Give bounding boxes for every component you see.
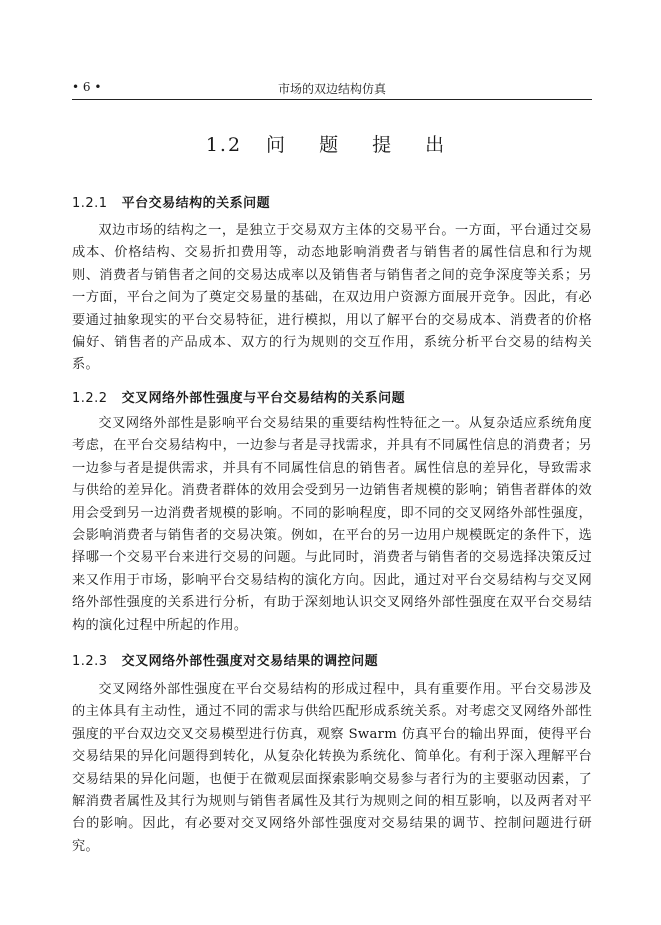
section-number: 1.2 (205, 134, 243, 156)
subsection-heading (72, 192, 592, 211)
subsection-number: 1.2.2 (72, 391, 108, 406)
page-number: • 6 • (72, 80, 102, 94)
subsection-number: 1.2.1 (72, 196, 108, 211)
subsection-heading (72, 650, 592, 669)
body-paragraph: 交叉网络外部性是影响平台交易结果的重要结构性特征之一。从复杂适应系统角度考虑，在平台交易结构中，一边参与者是寻找需求，并具有不同属性信息的消费者；另一边参与者是提供需求，并具有不同属性信息的销售者。属性信息的差异化，导致需求与供给的差异化。消费者群体的效用会受到另一边销售者规模的影响；销售者群体的效用会受到另一边消费者规模的影响。不同的影响程度，即不同的交叉网络外部性强度，会影响消费者与销售者的交易决策。例如，在平台的另一边用户规模既定的条件下，选择哪一个交易平台来进行交易的问题。与此同时，消费者与销售者的交易选择决策反过来又作用于市场，影响平台交易结构的演化方向。因此，通过对平台交易结构与交叉网络外部性强度的关系进行分析，有助于深刻地认识交叉网络外部性强度在双平台交易结构的演化过程中所起的作用。 (72, 416, 592, 633)
section-title (72, 130, 592, 157)
subsection-heading (72, 387, 592, 406)
body-paragraph: 交叉网络外部性强度在平台交易结构的形成过程中，具有重要作用。平台交易涉及的主体具有主动性，通过不同的需求与供给匹配形成系统关系。对考虑交叉网络外部性强度的平台双边交叉交易模型进行仿真，观察 Swarm 仿真平台的输出界面，使得平台交易结果的异化问题得到转化，从复杂化转换为系统化、简单化。有利于深入理解平台交易结果的异化问题，也便于在微观层面探索影响交易参与者行为的主要驱动因素，了解消费者属性及其行为规则与销售者属性及其行为规则之间的相互影响，以及两者对平台的影响。因此，有必要对交叉网络外部性强度对交易结果的调节、控制问题进行研究。 (72, 682, 592, 854)
section-heading: 问 题 提 出 (266, 134, 459, 156)
page-header (72, 78, 592, 98)
subsection-title: 交叉网络外部性强度与平台交易结构的关系问题 (121, 391, 406, 406)
subsection-title: 平台交易结构的关系问题 (121, 196, 271, 211)
body-paragraph: 双边市场的结构之一，是独立于交易双方主体的交易平台。一方面，平台通过交易成本、价格结构、交易折扣费用等，动态地影响消费者与销售者的属性信息和行为规则、消费者与销售者之间的交易达成率以及销售者与销售者之间的竞争深度等关系；另一方面，平台之间为了奠定交易量的基础，在双边用户资源方面展开竞争。因此，有必要通过抽象现实的平台交易特征，进行模拟，用以了解平台的交易成本、消费者的价格偏好、销售者的产品成本、双方的行为规则的交互作用，系统分析平台交易的结构关系。 (72, 223, 592, 373)
header-rule (72, 99, 592, 100)
subsection-number: 1.2.3 (72, 654, 108, 669)
running-title: 市场的双边结构仿真 (277, 82, 386, 96)
subsection-title: 交叉网络外部性强度对交易结果的调控问题 (121, 654, 379, 669)
